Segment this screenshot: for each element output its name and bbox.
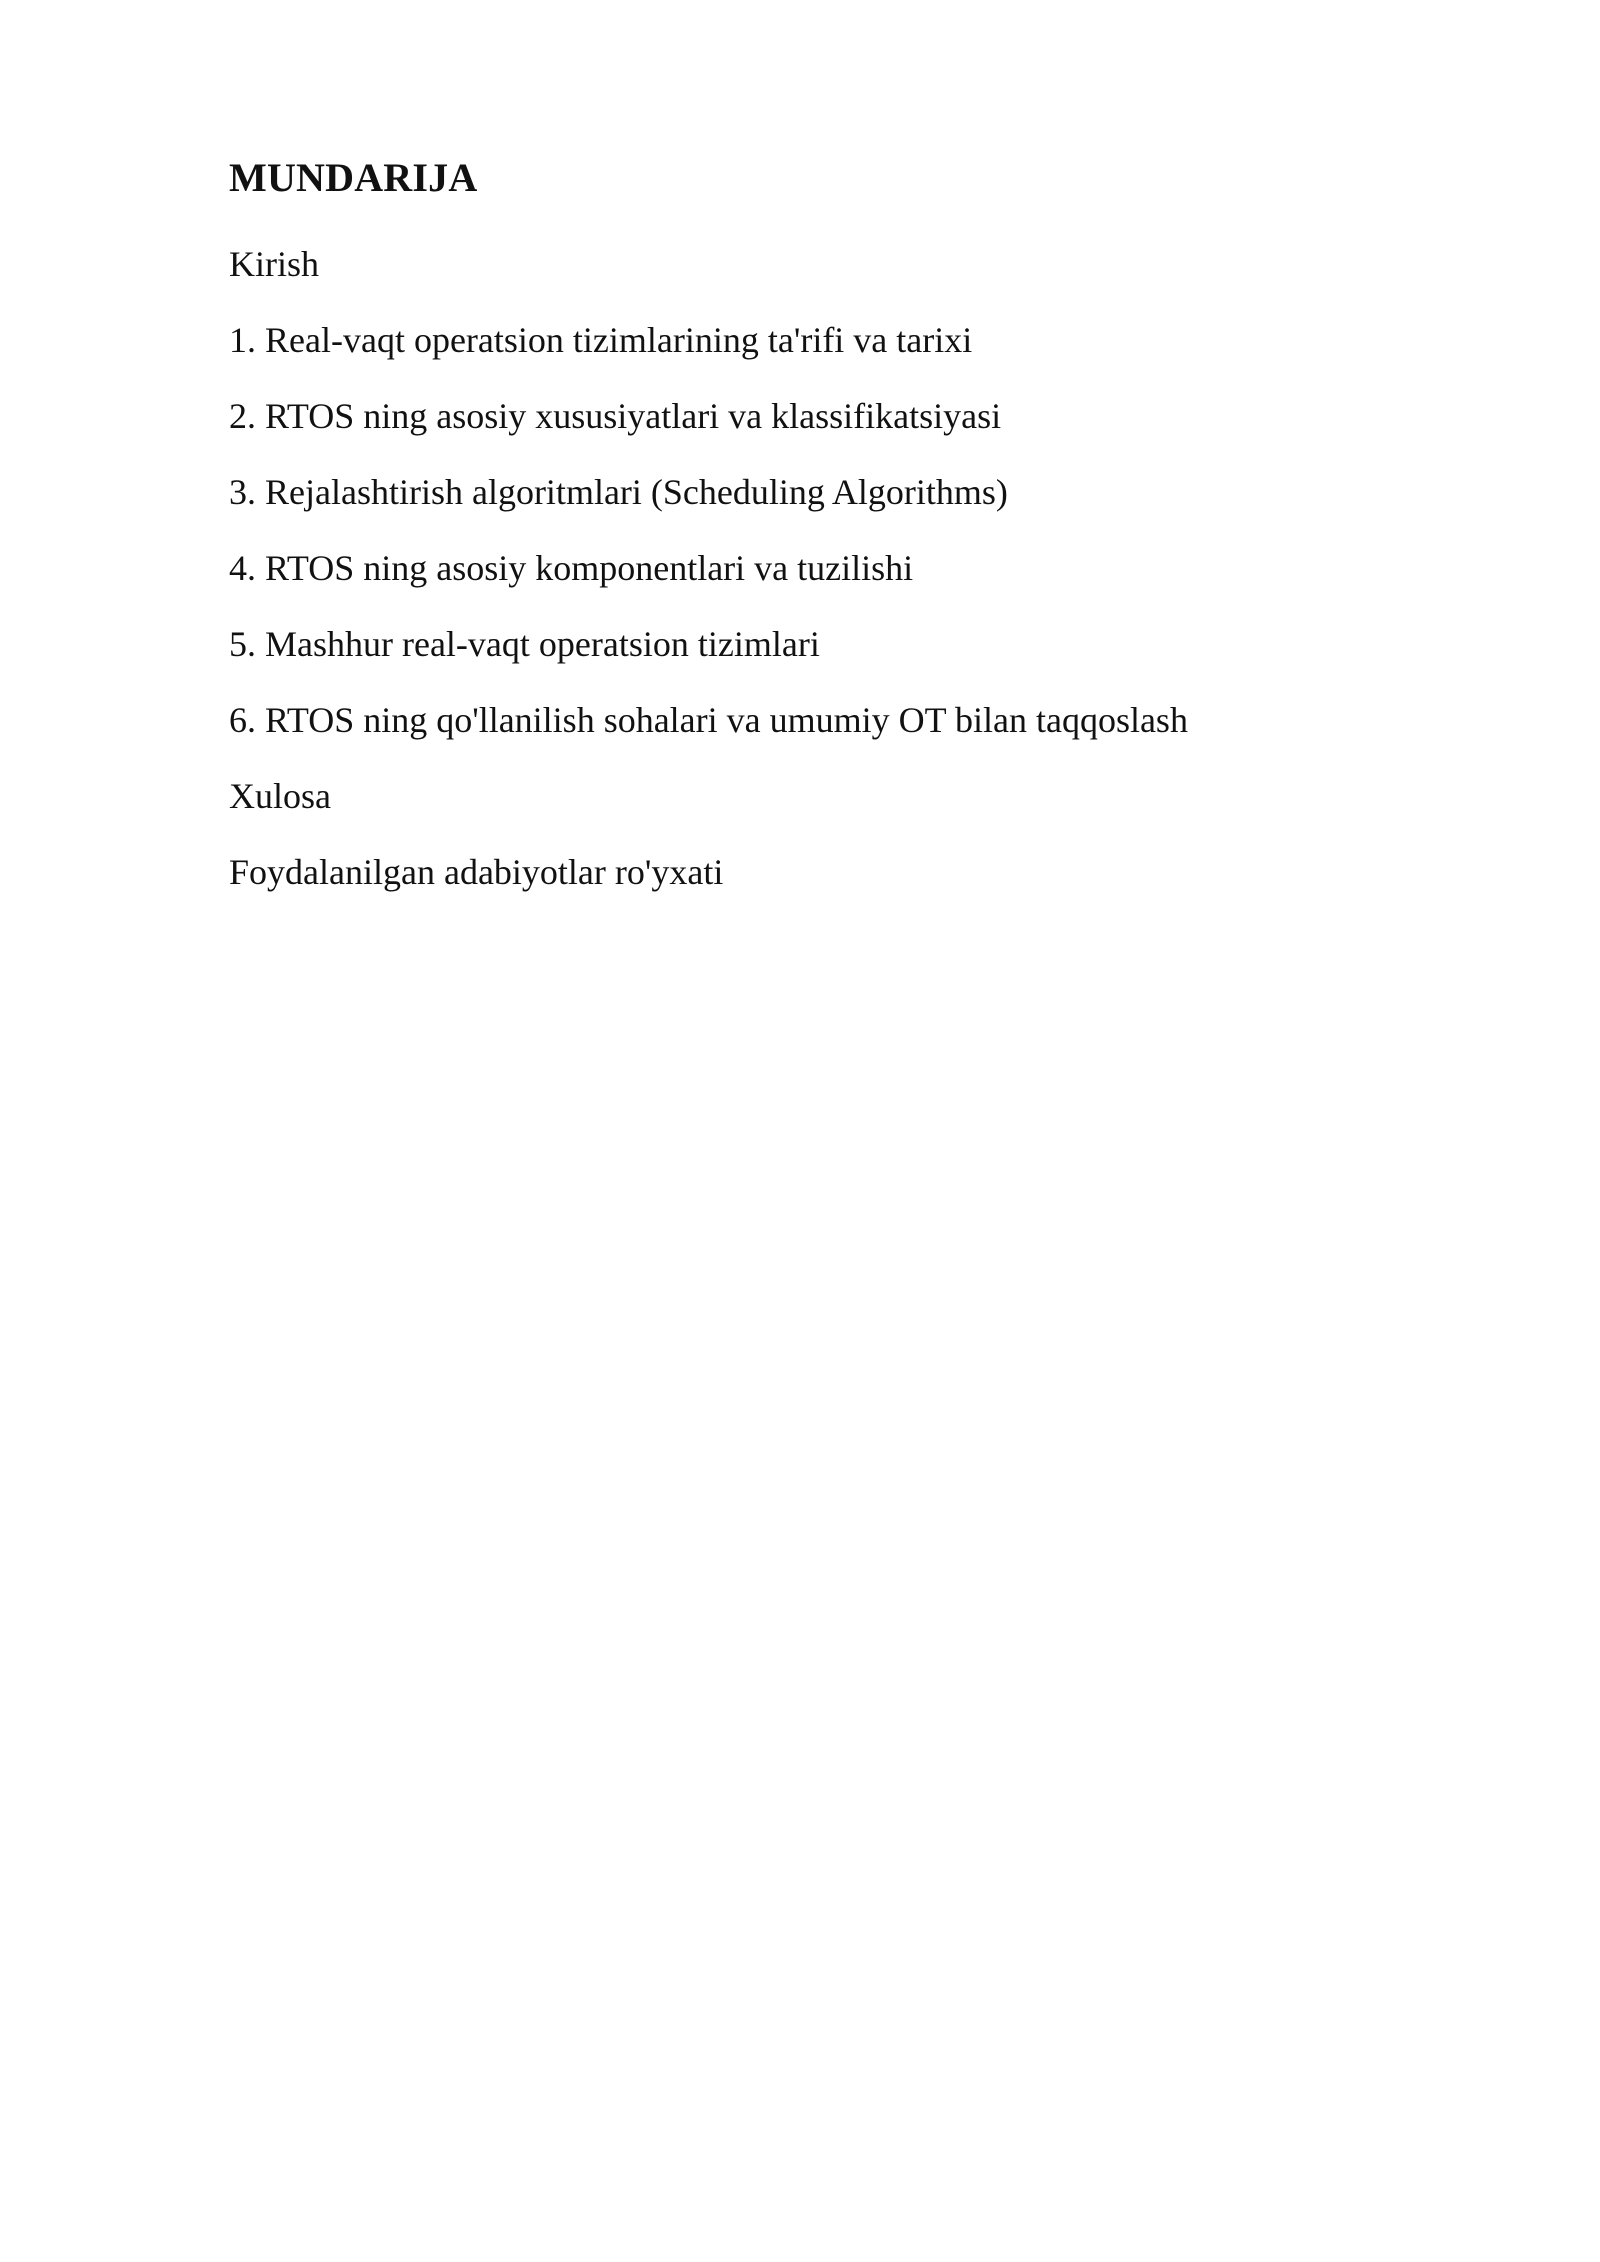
toc-item-introduction: Kirish <box>229 244 319 284</box>
toc-item-chapter-1: 1. Real-vaqt operatsion tizimlarining ta'rifi va tarixi <box>229 320 973 360</box>
toc-item-conclusion: Xulosa <box>229 776 331 816</box>
toc-item-chapter-2: 2. RTOS ning asosiy xususiyatlari va klassifikatsiyasi <box>229 396 1002 436</box>
toc-list <box>229 240 1379 896</box>
toc-item-chapter-6: 6. RTOS ning qo'llanilish sohalari va umumiy OT bilan taqqoslash <box>229 700 1188 740</box>
toc-item-chapter-5: 5. Mashhur real-vaqt operatsion tizimlari <box>229 624 820 664</box>
toc-item-chapter-4: 4. RTOS ning asosiy komponentlari va tuzilishi <box>229 548 914 588</box>
page-title: MUNDARIJA <box>229 155 478 200</box>
toc-item-references: Foydalanilgan adabiyotlar ro'yxati <box>229 852 724 892</box>
table-of-contents <box>229 150 1379 924</box>
toc-item-chapter-3: 3. Rejalashtirish algoritmlari (Scheduling Algorithms) <box>229 472 1008 512</box>
